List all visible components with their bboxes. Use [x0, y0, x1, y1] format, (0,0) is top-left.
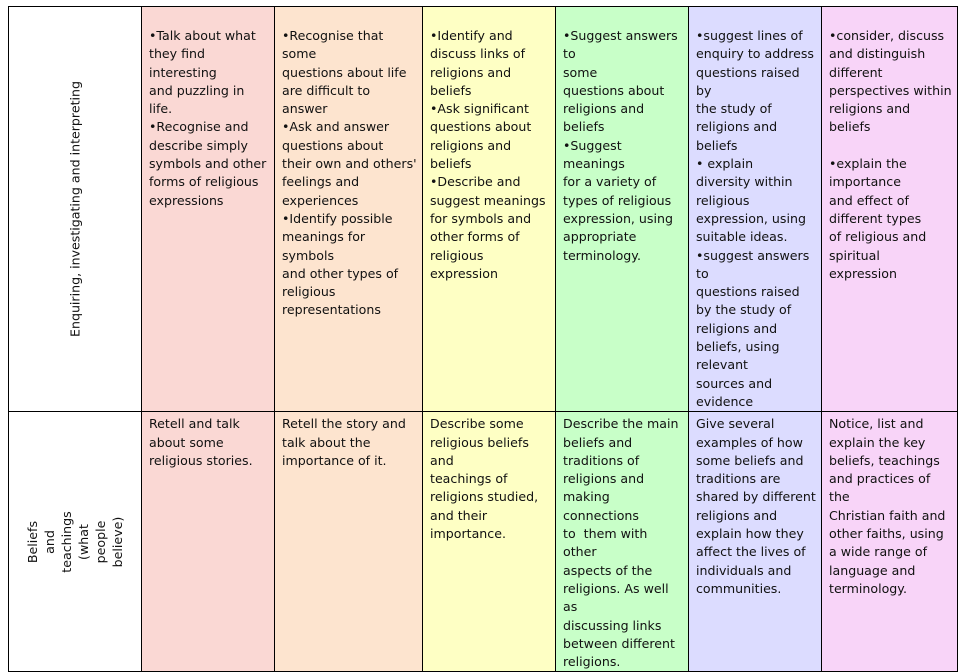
row-header-enquiring-label: Enquiring, investigating and interpreting — [67, 81, 83, 338]
text-line: • explain — [696, 156, 754, 172]
text-line: Describe the main — [563, 416, 679, 432]
text-line: of religious and — [829, 229, 927, 245]
text-line: •Identify and — [430, 28, 513, 43]
text-line: questions raised — [696, 284, 800, 300]
text-line: questions about life — [282, 64, 407, 80]
text-line: religions and — [696, 119, 778, 135]
text-line: discussing links — [563, 617, 662, 633]
row-header-beliefs-line1: Beliefs and teachings (what — [25, 507, 91, 573]
text-line: •Suggest meanings — [563, 137, 626, 172]
text-line: suitable ideas. — [696, 229, 788, 245]
text-line: beliefs — [696, 137, 738, 153]
text-line: individuals and — [696, 562, 792, 578]
text-line: religions and beliefs — [829, 101, 915, 135]
text-line: explain how they — [696, 526, 804, 542]
text-line: affect the lives of — [696, 544, 806, 560]
text-line: importance. — [430, 526, 506, 542]
text-line: and other types of — [282, 265, 399, 281]
cell-beliefs-col4 — [556, 412, 689, 672]
cell-enquiring-col5 — [689, 7, 822, 412]
text-line: Notice, list and — [829, 416, 924, 432]
text-line: suggest meanings — [430, 192, 546, 208]
text-line: Give several — [696, 416, 775, 432]
text-line: expressions — [149, 192, 224, 208]
text-line: terminology. — [829, 580, 907, 596]
cell-enquiring-col6 — [822, 7, 958, 412]
text-line: terminology. — [563, 247, 641, 263]
text-line: and practices of the — [829, 471, 935, 505]
text-line: •Describe and — [430, 174, 521, 190]
text-line: sources and — [696, 375, 773, 391]
text-line: questions about — [563, 82, 665, 98]
text-line: explain the key — [829, 434, 926, 450]
text-line: perspectives within — [829, 82, 952, 98]
text-line: to them with other — [563, 526, 652, 560]
text-line: questions about — [282, 137, 384, 153]
cell-enquiring-col4 — [556, 7, 689, 412]
text-line: other forms of — [430, 229, 520, 245]
row-header-beliefs-line2: people believe) — [93, 516, 125, 568]
text-line: experiences — [282, 192, 359, 208]
text-line: representations — [282, 302, 381, 318]
text-line: Describe some — [430, 416, 524, 432]
text-line: about some — [149, 434, 224, 450]
text-line: Retell and talk — [149, 416, 240, 432]
cell-enquiring-col6-part-b — [829, 155, 953, 283]
curriculum-table — [8, 6, 958, 672]
text-line: expression, using — [696, 210, 806, 226]
text-line: religious beliefs and — [430, 434, 533, 468]
cell-beliefs-col5 — [689, 412, 822, 672]
text-line: other faiths, using — [829, 526, 944, 542]
text-line: religious expression — [430, 247, 498, 281]
cell-beliefs-col6 — [822, 412, 958, 672]
cell-enquiring-col1 — [142, 7, 275, 412]
cell-enquiring-col2 — [275, 7, 423, 412]
text-line: are difficult to — [282, 82, 371, 98]
text-line: describe simply — [149, 137, 248, 153]
text-line: •Ask and answer — [282, 119, 390, 135]
text-line: •Identify possible — [282, 210, 393, 226]
text-line: religions and beliefs — [563, 101, 649, 135]
text-line: religions studied, — [430, 489, 539, 505]
text-line: importance of it. — [282, 452, 387, 468]
text-line: expression — [829, 265, 897, 281]
text-line: the study of — [696, 101, 772, 117]
row-beliefs — [9, 412, 958, 672]
text-line: spiritual — [829, 247, 880, 263]
text-line: •consider, discuss — [829, 28, 945, 43]
text-line: enquiry to address — [696, 46, 814, 62]
text-line: different — [829, 64, 883, 80]
row-header-enquiring — [9, 7, 142, 412]
text-line: expression, using — [563, 210, 673, 226]
text-line: examples of how — [696, 434, 803, 450]
text-line: by the study of — [696, 302, 792, 318]
text-line: beliefs, using — [696, 339, 780, 355]
text-line: questions about — [430, 119, 532, 135]
text-line: their own and others' — [282, 156, 417, 172]
text-line: meanings for symbols — [282, 229, 370, 263]
text-line: •Suggest answers to — [563, 28, 682, 62]
text-line: religions and beliefs — [430, 137, 516, 172]
text-line: discuss links of — [430, 46, 526, 62]
row-enquiring — [9, 7, 958, 412]
text-line: •Recognise and — [149, 119, 249, 135]
text-line: religions and — [563, 471, 645, 487]
text-line: •Recognise that some — [282, 28, 388, 62]
text-line: forms of religious — [149, 174, 259, 190]
text-line: religions and — [696, 320, 778, 336]
text-line: •Ask significant — [430, 101, 529, 117]
cell-beliefs-col3 — [423, 412, 556, 672]
text-line: religious stories. — [149, 452, 253, 468]
text-line: teachings of — [430, 471, 508, 487]
text-line: and effect of — [829, 192, 909, 208]
text-line: beliefs and — [563, 434, 633, 450]
text-line: some beliefs and — [696, 452, 804, 468]
cell-beliefs-col1 — [142, 412, 275, 672]
text-line: religious — [282, 284, 336, 300]
text-line: beliefs, teachings — [829, 452, 940, 468]
row-header-beliefs-label — [24, 509, 126, 575]
text-line: religions. — [563, 654, 621, 670]
text-line: religions and beliefs — [430, 64, 516, 98]
text-line: traditions are — [696, 471, 781, 487]
text-line: and distinguish — [829, 46, 926, 62]
text-line: •suggest lines of — [696, 28, 803, 43]
text-line: questions raised by — [696, 64, 804, 98]
text-line: diversity within — [696, 174, 793, 190]
text-line: talk about the — [282, 434, 371, 450]
cell-beliefs-col2 — [275, 412, 423, 672]
text-line: feelings and — [282, 174, 360, 190]
text-line: •suggest answers to — [696, 247, 814, 281]
text-line: religions and — [696, 507, 778, 523]
text-line: between different — [563, 635, 675, 651]
text-line: shared by different — [696, 489, 816, 505]
cell-enquiring-col6-part-a — [829, 27, 953, 137]
text-line: importance — [829, 174, 901, 190]
text-line: for a variety of — [563, 174, 657, 190]
cell-enquiring-col3 — [423, 7, 556, 412]
row-header-beliefs — [9, 412, 142, 672]
text-line: religions. As well as — [563, 580, 673, 615]
text-line: a wide range of — [829, 544, 928, 560]
text-line: communities. — [696, 580, 782, 596]
text-line: making connections — [563, 489, 639, 523]
text-line: •Talk about what — [149, 28, 256, 43]
text-line: Christian faith and — [829, 507, 946, 523]
text-line: and their — [430, 507, 488, 523]
text-line: they find interesting — [149, 46, 217, 80]
text-line: for symbols and — [430, 210, 532, 226]
text-line: religious — [696, 192, 750, 208]
text-line: appropriate — [563, 229, 637, 245]
text-line: types of religious — [563, 192, 672, 208]
text-line: Retell the story and — [282, 416, 406, 432]
text-line: aspects of the — [563, 562, 653, 578]
text-line: •explain the — [829, 156, 907, 172]
text-line: relevant — [696, 357, 748, 373]
text-line: some — [563, 64, 598, 80]
text-line: language and — [829, 562, 916, 578]
text-line: answer — [282, 101, 328, 117]
text-line: different types — [829, 210, 922, 226]
text-line: symbols and other — [149, 156, 267, 172]
text-line: and puzzling in life. — [149, 82, 249, 117]
text-line: traditions of — [563, 452, 640, 468]
text-line: evidence — [696, 393, 754, 409]
